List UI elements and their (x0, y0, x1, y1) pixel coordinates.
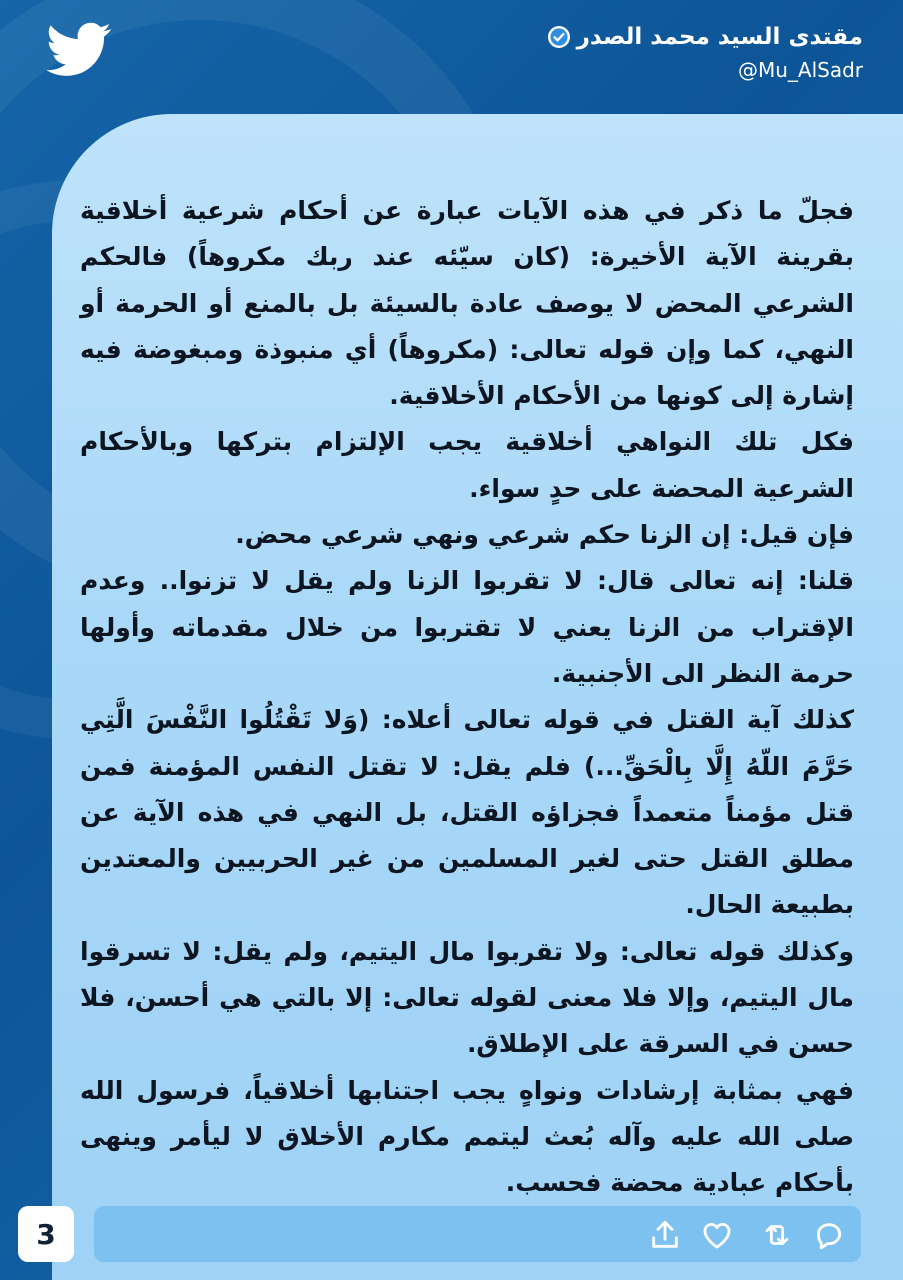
twitter-bird-icon (46, 22, 112, 78)
share-icon[interactable] (648, 1218, 682, 1252)
post-header (547, 24, 863, 82)
reply-icon[interactable] (812, 1218, 846, 1252)
post-paragraph: فجلّ ما ذكر في هذه الآيات عبارة عن أحكام شرعية أخلاقية بقرينة الآية الأخيرة: (كان سيّئه عند ربك مكروهاً) فالحكم الشرعي المحض لا يوصف عادة بالسيئة بل بالمنع أو الحرمة أو النهي، كما وإن قوله تعالى: (مكروهاً) أي منبوذة ومبغوضة فيه إشارة إلى كونها من الأحكام الأخلاقية. (80, 196, 854, 411)
page-number-badge: 3 (18, 1206, 74, 1262)
verified-badge-icon (547, 25, 571, 49)
post-paragraph: فإن قيل: إن الزنا حكم شرعي ونهي شرعي محض. (235, 520, 854, 550)
post-paragraph: وكذلك قوله تعالى: ولا تقربوا مال اليتيم، ولم يقل: لا تسرقوا مال اليتيم، وإلا فلا معنى لقوله تعالى: إلا بالتي هي أحسن، فلا حسن في السرقة على الإطلاق. (80, 936, 854, 1059)
post-paragraph: فكل تلك النواهي أخلاقية يجب الإلتزام بتركها وبالأحكام الشرعية المحضة على حدٍ سواء. (80, 427, 854, 503)
action-bar (94, 1206, 861, 1262)
post-paragraph: فهي بمثابة إرشادات ونواهٍ يجب اجتنابها أخلاقياً، فرسول الله صلى الله عليه وآله بُعث ليتمم مكارم الأخلاق لا ليأمر وينهى بأحكام عبادية محضة فحسب. (80, 1075, 854, 1198)
post-body (80, 188, 854, 1207)
post-paragraph: كذلك آية القتل في قوله تعالى أعلاه: (وَلا تَقْتُلُوا النَّفْسَ الَّتِي حَرَّمَ اللّهُ إِلَّا بِالْحَقِّ...) فلم يقل: لا تقتل النفس المؤمنة فمن قتل مؤمناً متعمداً فجزاؤه القتل، بل النهي في هذه الآية عن مطلق القتل حتى لغير المسلمين من غير الحربيين والمعتدين بطبيعة الحال. (80, 705, 854, 920)
like-icon[interactable] (700, 1218, 734, 1252)
author-name[interactable]: مقتدى السيد محمد الصدر (576, 24, 863, 50)
post-paragraph: قلنا: إنه تعالى قال: لا تقربوا الزنا ولم يقل لا تزنوا.. وعدم الإقتراب من الزنا يعني لا تقتربوا من خلال مقدماته وأولها حرمة النظر الى الأجنبية. (80, 566, 854, 688)
author-handle[interactable]: @Mu_AlSadr (737, 58, 863, 82)
retweet-icon[interactable] (760, 1218, 794, 1252)
